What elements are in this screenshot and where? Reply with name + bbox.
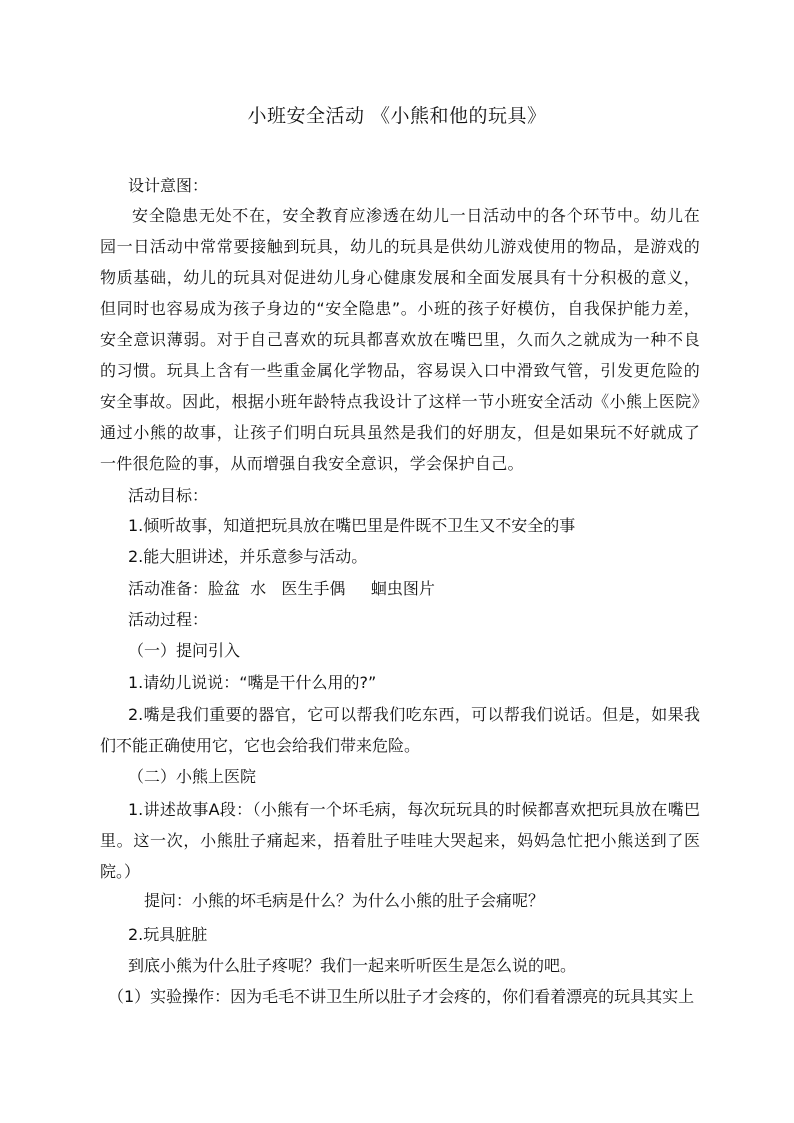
step-1-2: 2.嘴是我们重要的器官，它可以帮我们吃东西，可以帮我们说话。但是，如果我们不能正确使用它，它也会给我们带来危险。 <box>100 705 700 755</box>
design-intent-heading: 设计意图： <box>128 176 209 195</box>
question-1: 提问：小熊的坏毛病是什么？为什么小熊的肚子会痛呢？ <box>144 891 545 910</box>
goal-item-1: 1.倾听故事，知道把玩具放在嘴巴里是件既不卫生又不安全的事 <box>128 516 576 535</box>
experiment-step: （1）实验操作：因为毛毛不讲卫生所以肚子才会疼的，你们看着漂亮的玩具其实上 <box>108 987 695 1006</box>
step-2-2-body: 到底小熊为什么肚子疼呢？我们一起来听听医生是怎么说的吧。 <box>128 956 577 975</box>
step-2-1: 1.讲述故事A段：（小熊有一个坏毛病，每次玩玩具的时候都喜欢把玩具放在嘴巴里。这一次，小熊肚子痛起来，捂着肚子哇哇大哭起来，妈妈急忙把小熊送到了医院。） <box>100 800 700 881</box>
process-heading: 活动过程： <box>128 610 209 629</box>
section-2-heading: （二）小熊上医院 <box>128 767 257 786</box>
design-intent-paragraph: 安全隐患无处不在，安全教育应渗透在幼儿一日活动中的各个环节中。幼儿在园一日活动中常常要接触到玩具，幼儿的玩具是供幼儿游戏使用的物品，是游戏的物质基础，幼儿的玩具对促进幼儿身心健康发展和全面发展具有十分积极的意义，但同时也容易成为孩子身边的“安全隐患”。小班的孩子好模仿，自我保护能力差，安全意识薄弱。对于自己喜欢的玩具都喜欢放在嘴巴里，久而久之就成为一种不良的习惯。玩具上含有一些重金属化学物品，容易误入口中滑致气管，引发更危险的安全事故。因此，根据小班年龄特点我设计了这样一节小班安全活动《小熊上医院》通过小熊的故事，让孩子们明白玩具虽然是我们的好朋友，但是如果玩不好就成了一件很危险的事，从而增强自我安全意识，学会保护自己。 <box>100 206 700 473</box>
goal-item-2: 2.能大胆讲述，并乐意参与活动。 <box>128 547 368 566</box>
step-1-1: 1.请幼儿说说：“嘴是干什么用的?” <box>128 673 377 692</box>
step-2-2: 2.玩具脏脏 <box>128 925 208 944</box>
section-1-heading: （一）提问引入 <box>128 641 241 660</box>
activity-preparation: 活动准备：脸盆 水 医生手偶 蛔虫图片 <box>128 579 435 598</box>
goals-heading: 活动目标： <box>128 486 209 505</box>
document-title: 小班安全活动 《小熊和他的玩具》 <box>247 105 547 127</box>
